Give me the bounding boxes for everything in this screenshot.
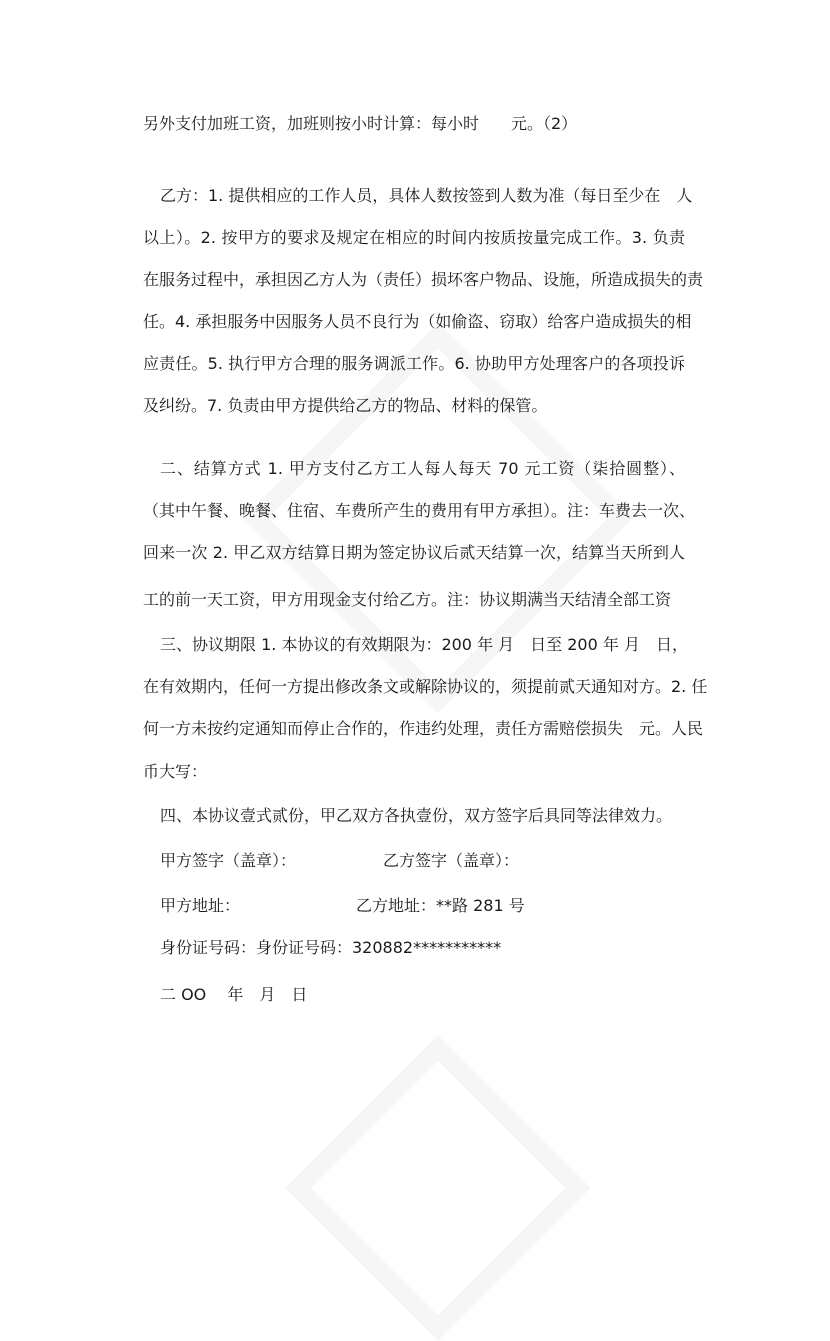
- party-b-signature: 乙方签字（盖章）：: [383, 851, 520, 870]
- text-line: （其中午餐、晚餐、住宿、车费所产生的费用有甲方承担）。注：车费去一次、: [143, 501, 696, 520]
- text-line: 四、本协议壹式贰份，甲乙双方各执壹份，双方签字后具同等法律效力。: [160, 806, 673, 825]
- text-line: 回来一次 2. 甲乙双方结算日期为签定协议后贰天结算一次，结算当天所到人: [143, 543, 685, 562]
- party-b-address: 乙方地址：**路 281 号: [356, 896, 525, 915]
- party-a-address: 甲方地址：: [160, 896, 241, 915]
- text-line: 何一方未按约定通知而停止合作的，作违约处理，责任方需赔偿损失 元。人民: [143, 719, 704, 738]
- text-line: 以上）。2. 按甲方的要求及规定在相应的时间内按质按量完成工作。3. 负责: [143, 228, 685, 247]
- text-line: 任。4. 承担服务中因服务人员不良行为（如偷盗、窃取）给客户造成损失的相: [143, 312, 692, 331]
- text-line: 在有效期内，任何一方提出修改条文或解除协议的，须提前贰天通知对方。2. 任: [143, 677, 708, 696]
- text-line: 另外支付加班工资，加班则按小时计算：每小时 元。（2）: [143, 114, 578, 133]
- text-line: 在服务过程中，承担因乙方人为（责任）损坏客户物品、设施，所造成损失的责: [143, 270, 704, 289]
- text-line: 及纠纷。7. 负责由甲方提供给乙方的物品、材料的保管。: [143, 396, 548, 415]
- date-line: 二 OO 年 月 日: [160, 985, 308, 1004]
- text-line: 乙方：1. 提供相应的工作人员，具体人数按签到人数为准（每日至少在 人: [160, 186, 693, 205]
- text-line: 二、结算方式 1. 甲方支付乙方工人每人每天 70 元工资（柒拾圆整）、: [160, 459, 685, 478]
- text-line: 工的前一天工资，甲方用现金支付给乙方。注：协议期满当天结清全部工资: [143, 590, 672, 609]
- id-number: 身份证号码：身份证号码：320882***********: [160, 938, 502, 957]
- text-line: 应责任。5. 执行甲方合理的服务调派工作。6. 协助甲方处理客户的各项投诉: [143, 354, 685, 373]
- text-line: 币大写：: [143, 762, 208, 781]
- text-line: 三、协议期限 1. 本协议的有效期限为：200 年 月 日至 200 年 月 日，: [160, 635, 688, 654]
- party-a-signature: 甲方签字（盖章）：: [160, 851, 297, 870]
- watermark: [285, 1035, 590, 1340]
